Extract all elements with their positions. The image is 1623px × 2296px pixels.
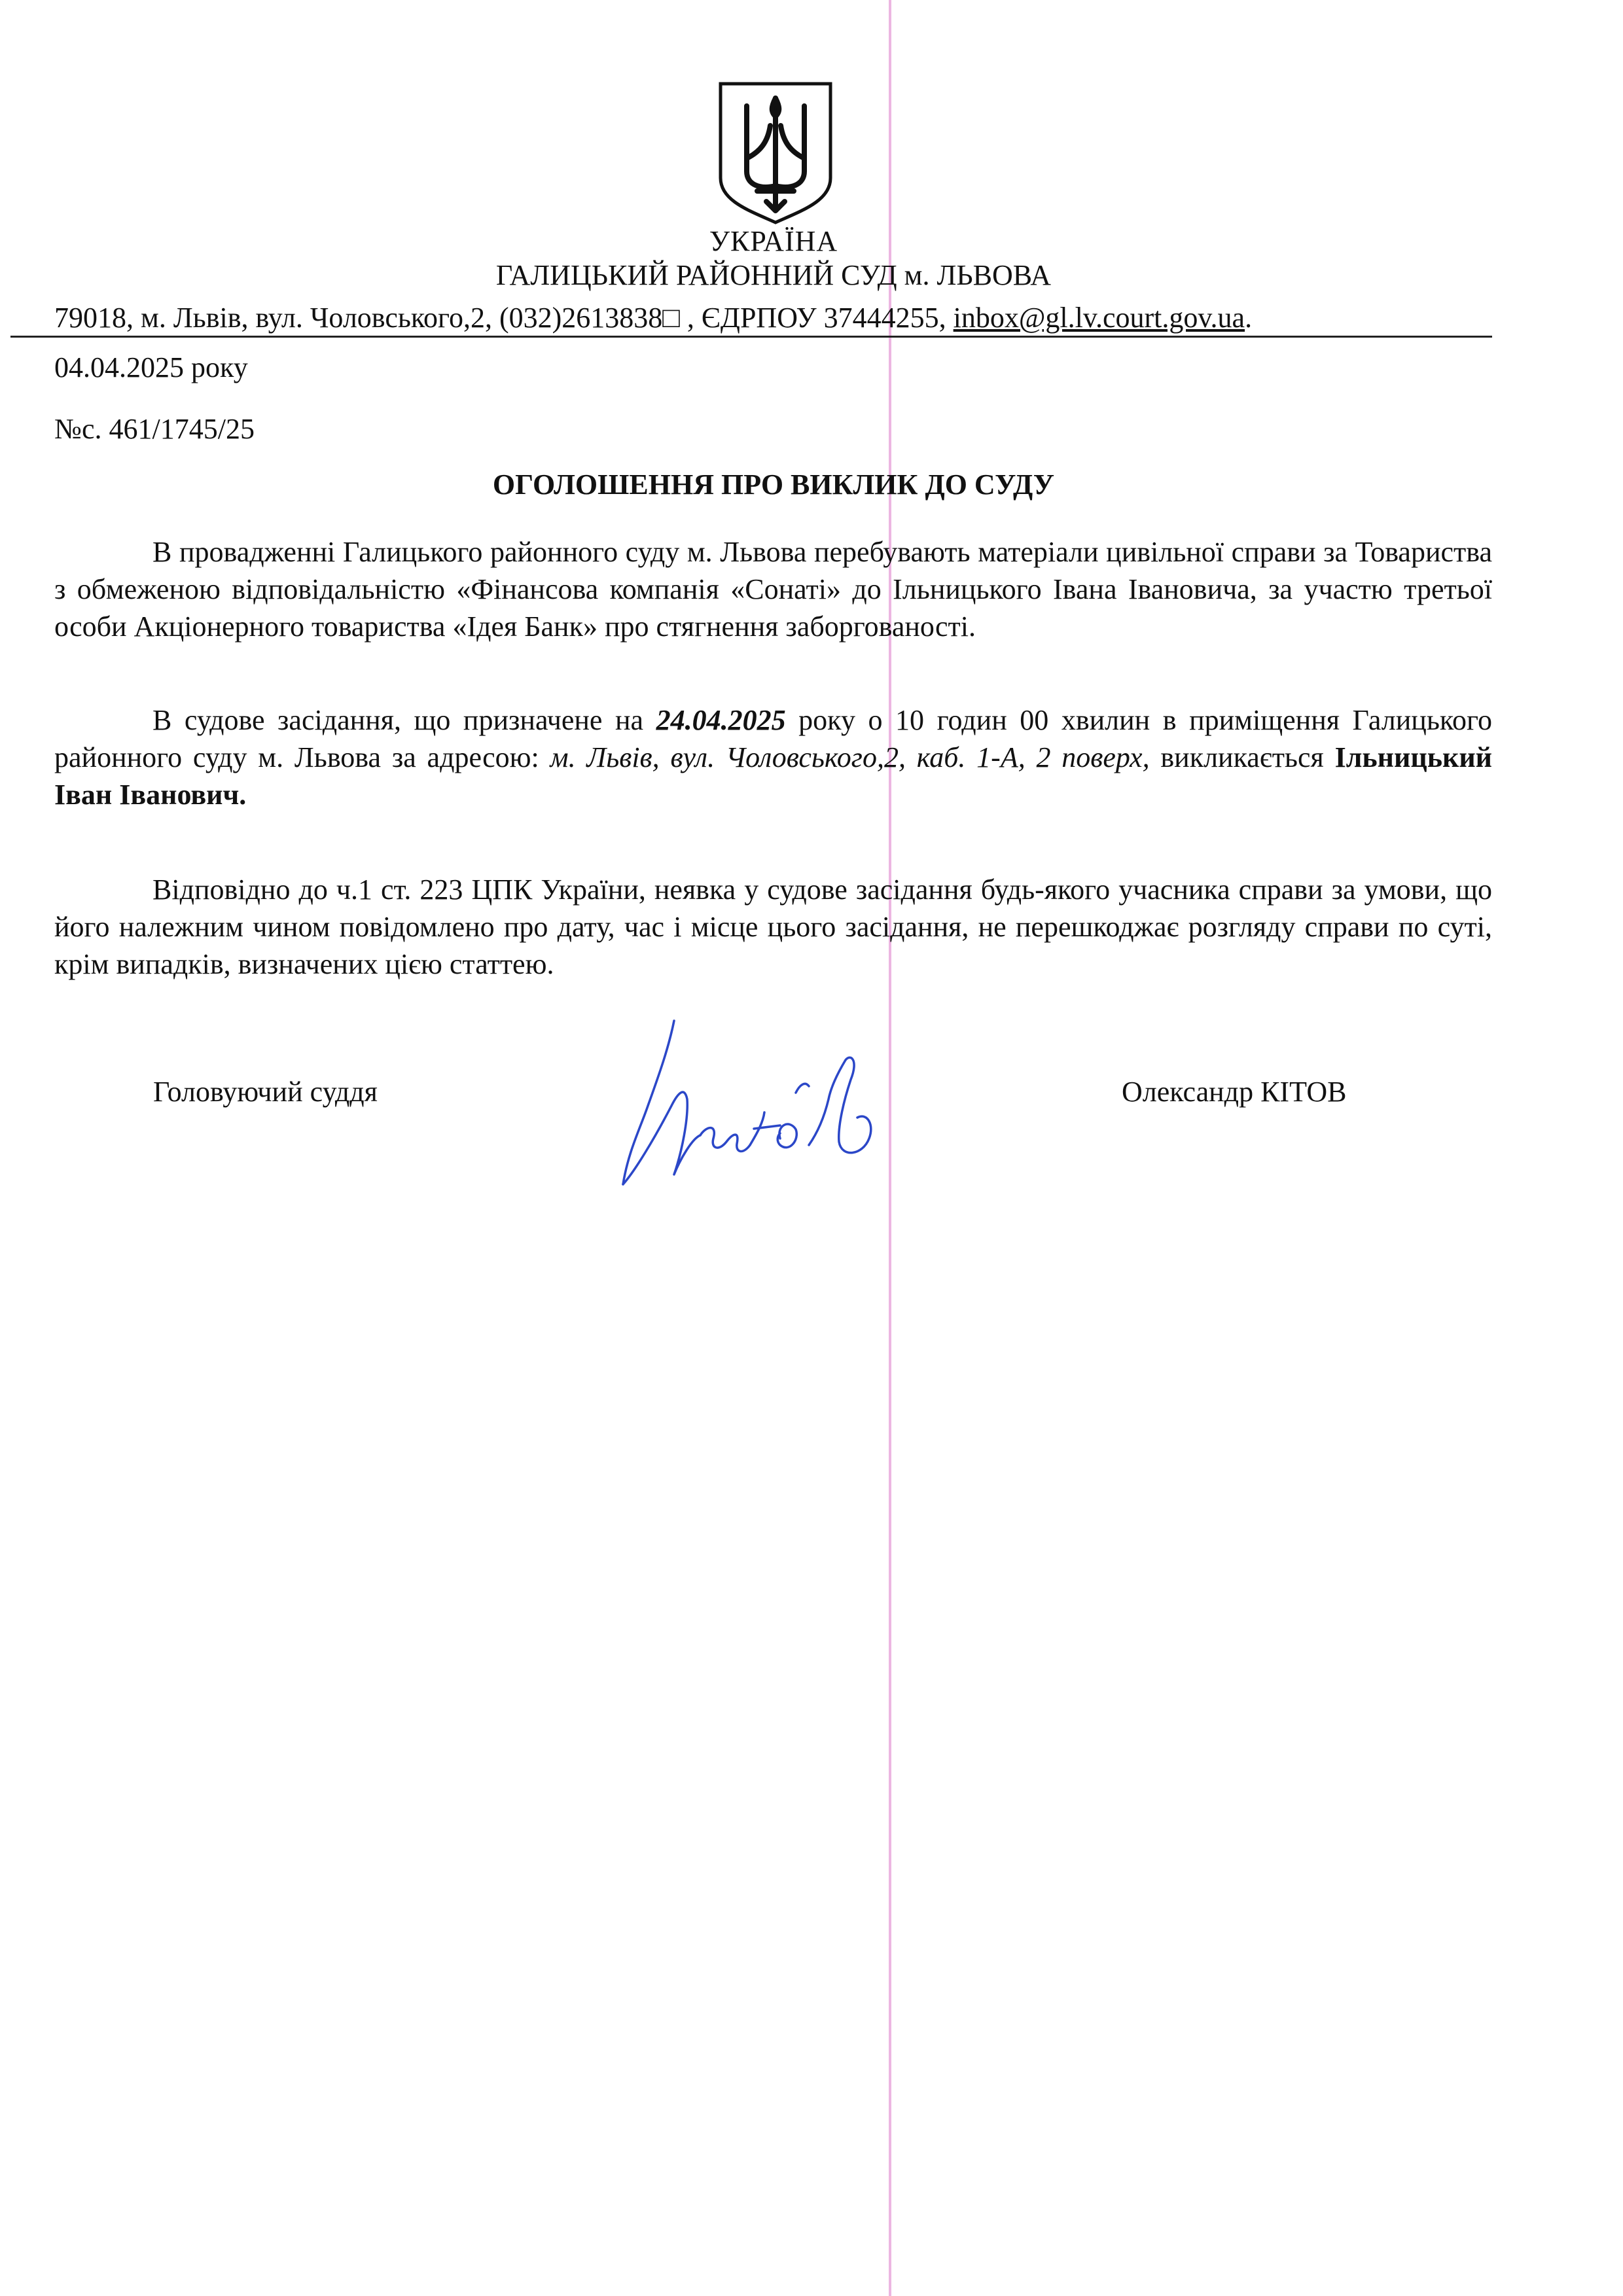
judge-name: Олександр КІТОВ xyxy=(1122,1076,1347,1108)
document-title: ОГОЛОШЕННЯ ПРО ВИКЛИК ДО СУДУ xyxy=(492,468,1055,501)
court-name-heading: ГАЛИЦЬКИЙ РАЙОННИЙ СУД м. ЛЬВОВА xyxy=(495,259,1052,291)
country-heading: УКРАЇНА xyxy=(709,225,838,257)
paragraph-hearing xyxy=(54,701,1492,813)
hearing-text-3: викликається xyxy=(1149,741,1335,773)
court-email-link[interactable]: inbox@gl.lv.court.gov.ua xyxy=(953,302,1245,334)
summoned-person: Ільницький Іван Іванович. xyxy=(54,741,1493,811)
court-contacts xyxy=(54,301,1252,335)
paragraph-legal-note-text: Відповідно до ч.1 ст. 223 ЦПК України, неявка у судове засідання будь-якого учасника справи за умови, що його належним чином повідомлено про дату, час і місце цього засідання, не перешкоджає розгляду справи по суті, крім випадків, визначених цією статтею. xyxy=(54,874,1492,980)
hearing-date: 24.04.2025 xyxy=(656,704,786,736)
hearing-address: м. Львів, вул. Чоловського,2, каб. 1-А, 2 поверх, xyxy=(550,741,1150,773)
paragraph-legal-note xyxy=(54,871,1492,983)
handwritten-signature xyxy=(609,1008,916,1204)
hearing-text-2: року о 10 годин 00 хвилин в приміщення Галицького районного суду м. Львова за адресою: xyxy=(54,704,1492,773)
coat-of-arms-icon xyxy=(717,80,834,225)
case-number: №с. 461/1745/25 xyxy=(54,413,255,445)
document-date: 04.04.2025 року xyxy=(54,351,248,383)
contacts-end: . xyxy=(1245,302,1253,334)
paragraph-proceedings-text: В провадженні Галицького районного суду м. Львова перебувають матеріали цивільної справи за Товариства з обмеженою відповідальністю «Фінансова компанія «Сонаті» до Ільницького Івана Івановича, за участю третьої особи Акціонерного товариства «Ідея Банк» про стягнення заборгованості. xyxy=(54,536,1492,643)
court-address: 79018, м. Львів, вул. Чоловського,2, (032)2613838□ , ЄДРПОУ 37444255, xyxy=(54,302,954,334)
header-divider xyxy=(10,336,1492,338)
judge-role: Головуючий суддя xyxy=(153,1076,378,1108)
paragraph-proceedings xyxy=(54,533,1492,645)
hearing-text-1: В судове засідання, що призначене на xyxy=(152,704,656,736)
